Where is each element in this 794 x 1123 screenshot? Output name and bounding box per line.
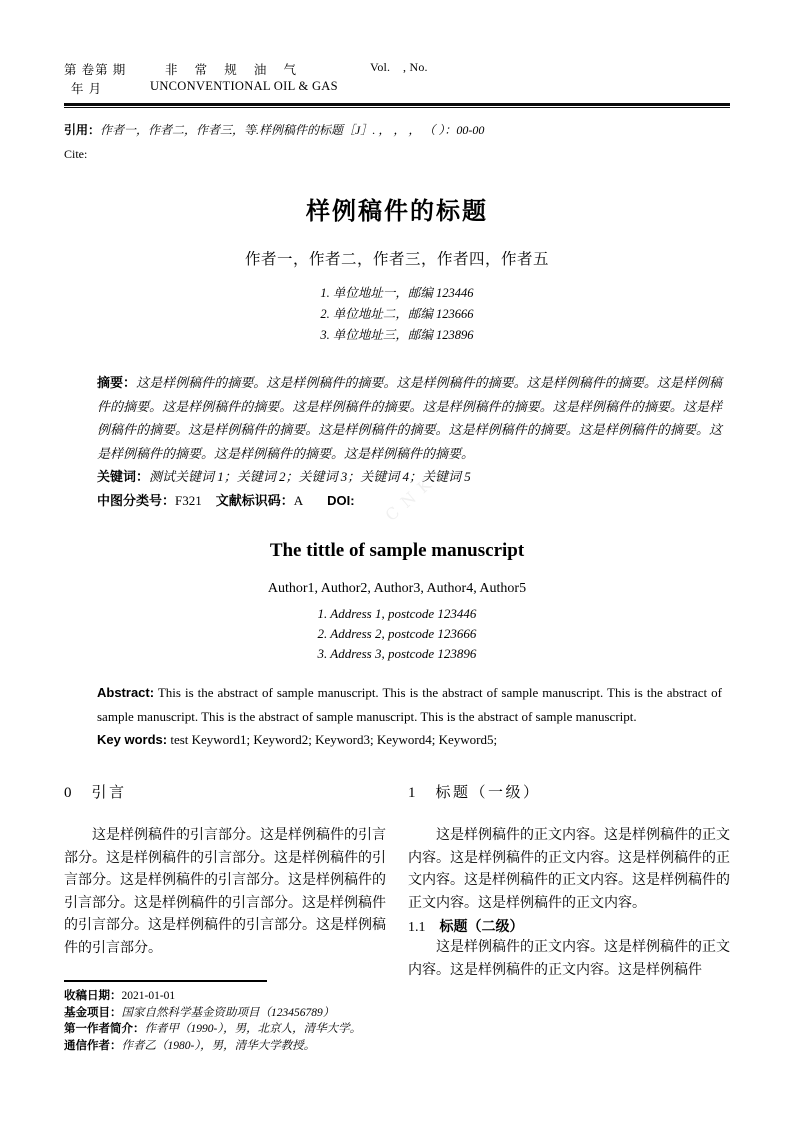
abstract-text-en: This is the abstract of sample manuscript. This is the abstract of sample manuscript. This is the abstract of sample manuscript. This is the abstract of sample manuscript. This is the abstract of sample manuscript. (97, 685, 723, 724)
journal-name-en: UNCONVENTIONAL OIL & GAS (150, 79, 338, 93)
keywords-cn (97, 465, 722, 489)
clc-line (97, 489, 722, 513)
keywords-en (97, 728, 722, 752)
doc-code-label: 文献标识码： (215, 492, 294, 508)
clc-label: 中图分类号： (97, 492, 176, 508)
subsection-title: 标题（二级） (439, 918, 524, 934)
abstract-en (97, 681, 722, 728)
body-paragraph-2: 这是样例稿件的正文内容。这是样例稿件的正文内容。这是样例稿件的正文内容。这是样例稿件 (408, 940, 730, 978)
received-date-line (64, 988, 730, 1005)
body-paragraph-1: 这是样例稿件的正文内容。这是样例稿件的正文内容。这是样例稿件的正文内容。这是样例稿件的正文内容。这是样例稿件的正文内容。这是样例稿件的正文内容。这是样例稿件的正文内容。 (408, 828, 730, 911)
cite-line-en: Cite: (64, 147, 88, 161)
affiliation-line-cn: 2. 单位地址二，邮编 123666 (320, 307, 474, 321)
article-title-cn: 样例稿件的标题 (306, 198, 488, 225)
doc-code-value: A (293, 492, 304, 508)
vol-no-label: Vol. , No. (370, 60, 428, 74)
first-author-label: 第一作者简介： (64, 1023, 145, 1035)
affiliation-line-cn: 1. 单位地址一，邮编 123446 (320, 286, 474, 300)
footnote-block (64, 980, 730, 1054)
journal-name-cn: 非 常 规 油 气 (165, 63, 304, 77)
journal-header-row-1 (64, 60, 730, 79)
subsection-heading-1-1 (408, 916, 730, 936)
affiliation-line-en: 2. Address 2, postcode 123666 (317, 626, 477, 641)
citation-line (64, 122, 730, 139)
volume-issue-label: 第 卷第 期 (64, 63, 127, 77)
column-right (408, 781, 730, 982)
fund-project-value: 国家自然科学基金资助项目（123456789） (121, 1006, 335, 1019)
first-author-value: 作者甲（1990-），男，北京人，清华大学。 (144, 1023, 362, 1035)
cnki-watermark: CNKI (381, 460, 452, 525)
keywords-text-cn: 测试关键词 1；关键词 2；关键词 3；关键词 4；关键词 5 (149, 469, 471, 484)
header-rule-thick (64, 103, 730, 106)
doi-label: DOI: (327, 492, 355, 508)
affiliation-line-en: 3. Address 3, postcode 123896 (317, 646, 477, 661)
first-author-line (64, 1021, 730, 1038)
corresponding-author-label: 通信作者： (64, 1039, 122, 1052)
journal-header (64, 60, 730, 108)
keywords-label-en: Key words: (97, 732, 168, 747)
article-title-en: The tittle of sample manuscript (269, 540, 525, 561)
header-rule-thin (64, 107, 730, 108)
keywords-text-en: test Keyword1; Keyword2; Keyword3; Keyword4; Keyword5; (170, 732, 498, 747)
section-heading-0: 0 引言 (64, 785, 127, 801)
column-left (64, 781, 386, 982)
section-heading-1: 1 标题（一级） (408, 785, 541, 801)
journal-header-row-2 (64, 79, 730, 98)
abstract-label-en: Abstract: (97, 685, 155, 700)
corresponding-author-value: 作者乙（1980-），男，清华大学教授。 (121, 1039, 316, 1052)
subsection-number: 1.1 (408, 920, 440, 935)
abstract-cn (97, 371, 722, 465)
citation-label: 引用： (64, 123, 101, 137)
abstract-text-cn: 这是样例稿件的摘要。这是样例稿件的摘要。这是样例稿件的摘要。这是样例稿件的摘要。这是样例稿件的摘要。这是样例稿件的摘要。这是样例稿件的摘要。这是样例稿件的摘要。这是样例稿件的摘要。这是样例稿件的摘要。这是样例稿件的摘要。这是样例稿件的摘要。这是样例稿件的摘要。这是样例稿件的摘要。这是样例稿件的摘要。这是样例稿件的摘要。这是样例稿件的摘要。 (97, 375, 722, 461)
body-columns (64, 781, 730, 982)
received-date-label: 收稿日期： (64, 990, 122, 1002)
intro-paragraph: 这是样例稿件的引言部分。这是样例稿件的引言部分。这是样例稿件的引言部分。这是样例稿件的引言部分。这是样例稿件的引言部分。这是样例稿件的引言部分。这是样例稿件的引言部分。这是样例稿件的引言部分。这是样例稿件的引言部分。这是样例稿件的引言部分。 (64, 828, 386, 956)
corresponding-author-line (64, 1038, 730, 1055)
affiliation-list-en (64, 604, 730, 664)
citation-text: 作者一，作者二，作者三，等.样例稿件的标题［J］. ， ， ， （ ）：00-00 (100, 123, 485, 137)
footnote-rule (64, 980, 267, 982)
affiliation-line-en: 1. Address 1, postcode 123446 (317, 606, 477, 621)
received-date-value: 2021-01-01 (121, 990, 176, 1002)
year-month-label: 年 月 (71, 82, 103, 96)
affiliation-list-cn (64, 283, 730, 346)
abstract-label-cn: 摘要： (97, 375, 137, 390)
fund-project-line (64, 1005, 730, 1022)
affiliation-line-cn: 3. 单位地址三，邮编 123896 (320, 328, 474, 342)
author-list-en: Author1, Author2, Author3, Author4, Author5 (267, 581, 527, 596)
keywords-label-cn: 关键词： (97, 469, 150, 484)
clc-value: F321 (175, 492, 202, 508)
fund-project-label: 基金项目： (64, 1006, 122, 1019)
author-list-cn: 作者一，作者二，作者三，作者四，作者五 (244, 251, 549, 268)
